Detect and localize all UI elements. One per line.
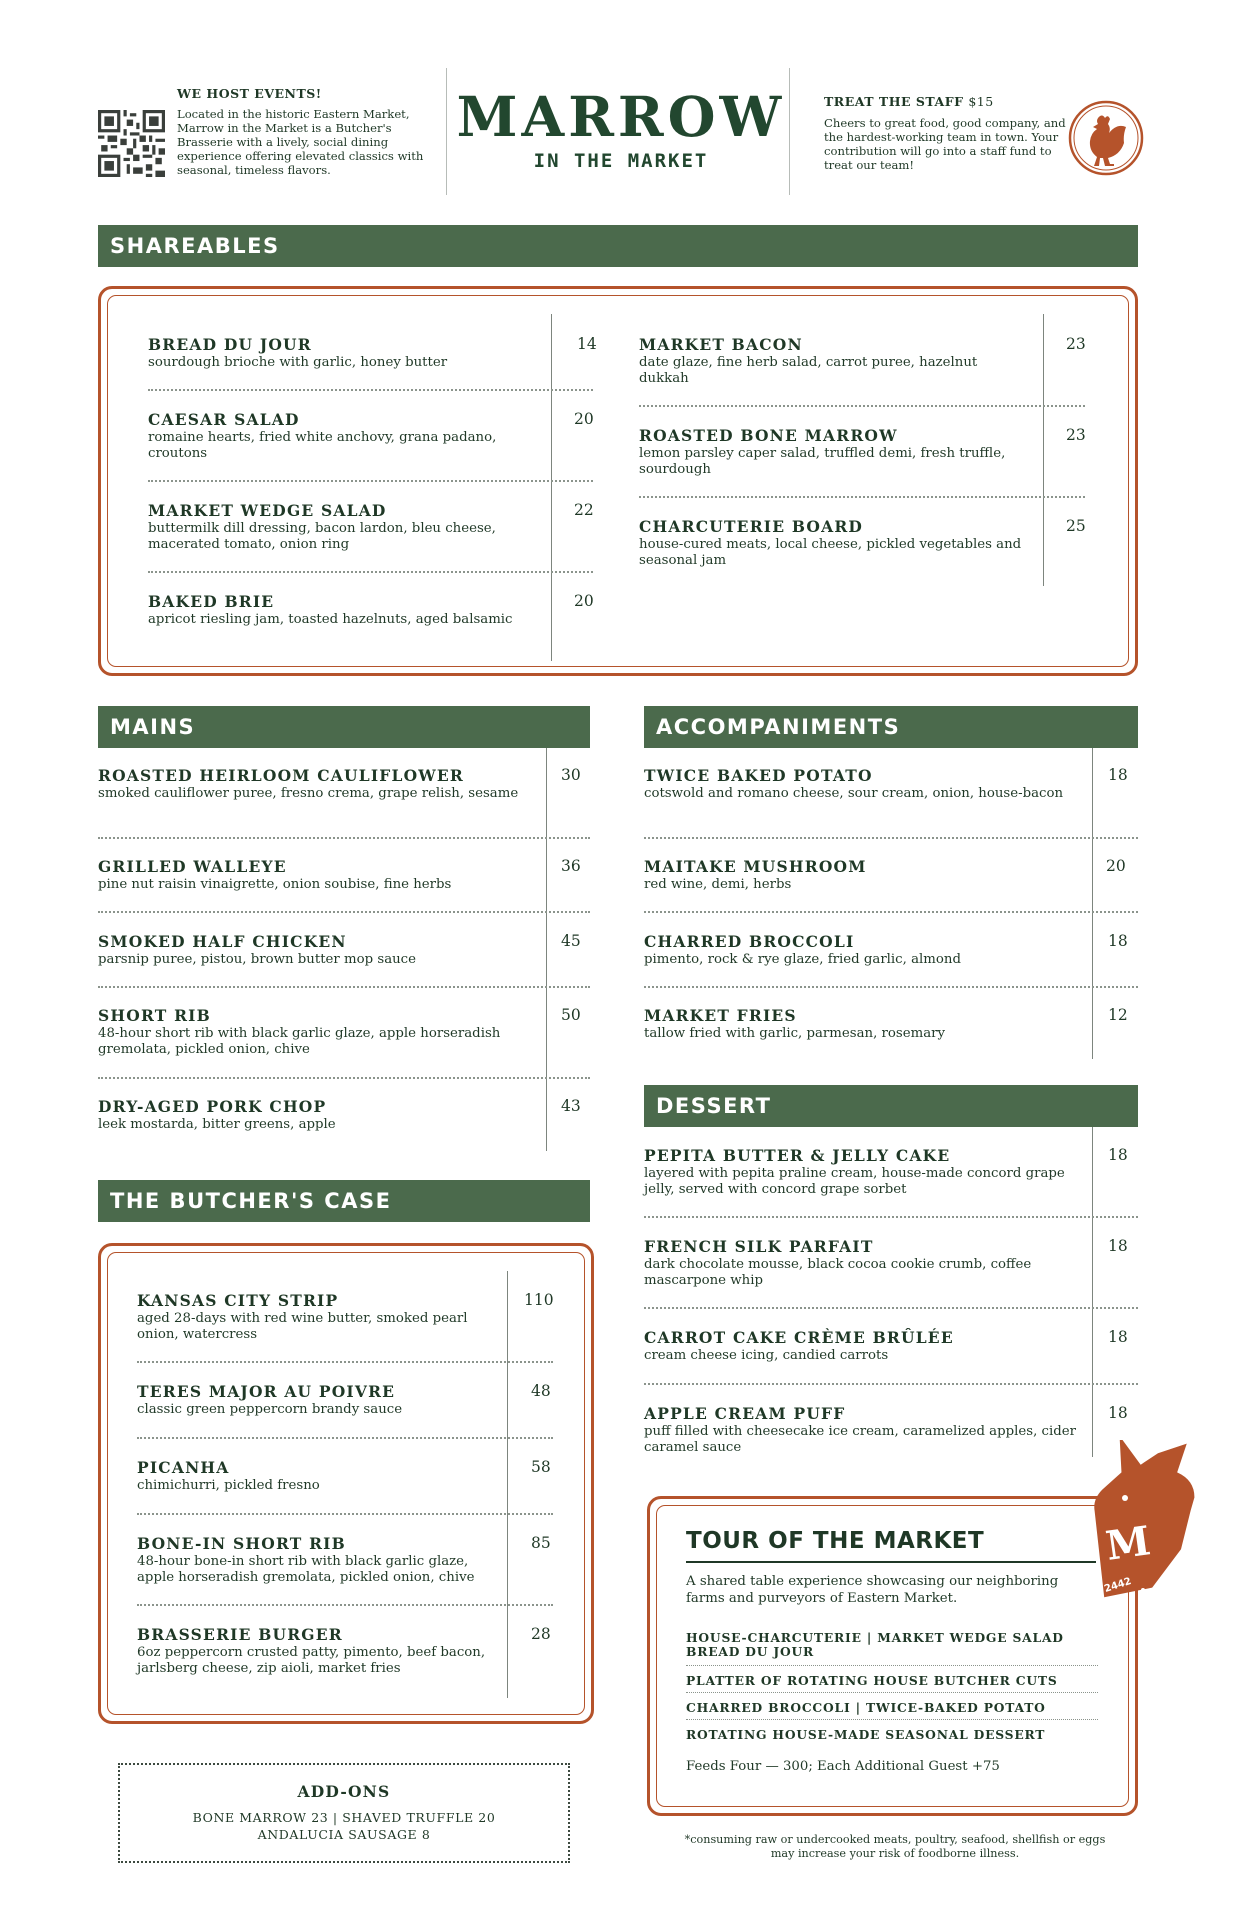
menu-item [644,766,1084,802]
item-price: 20 [574,410,594,428]
menu-item [148,592,543,628]
dotted-separator [686,1692,1098,1693]
badge-letter: M [1102,1517,1154,1570]
dotted-separator [644,986,1138,988]
dotted-separator [639,405,1085,407]
dotted-separator [644,1216,1138,1218]
item-desc: parsnip puree, pistou, brown butter mop sauce [98,952,416,967]
item-price: 18 [1108,1328,1128,1346]
item-price: 18 [1108,766,1128,784]
item-price: 18 [1108,1404,1128,1422]
addons-line: ANDALUCIA SAUSAGE 8 [257,1827,431,1842]
dotted-separator [686,1665,1098,1666]
menu-item [644,857,1084,893]
item-price: 18 [1108,1237,1128,1255]
item-desc: sourdough brioche with garlic, honey butter [148,355,448,370]
tour-title: TOUR OF THE MARKET [686,1528,985,1554]
item-name: MARKET BACON [639,335,803,354]
menu-item [148,335,543,371]
item-price: 30 [561,766,581,784]
events-title: WE HOST EVENTS! [177,86,322,101]
menu-item [639,335,1029,386]
item-price: 36 [561,857,581,875]
mains-header: MAINS [98,706,590,748]
footnote: *consuming raw or undercooked meats, poultry, seafood, shellfish or eggs may increase your risk of foodborne illness. [684,1833,1106,1860]
menu-item [98,857,538,893]
dotted-separator [148,571,593,573]
dotted-separator [644,1383,1138,1385]
dotted-separator [686,1719,1098,1720]
dotted-separator [644,837,1138,839]
menu-item [148,410,543,461]
dotted-separator [98,1077,590,1079]
item-desc: leek mostarda, bitter greens, apple [98,1117,336,1132]
menu-item [98,1097,538,1133]
item-desc: red wine, demi, herbs [644,877,792,892]
item-name: APPLE CREAM PUFF [644,1404,846,1423]
item-name: BAKED BRIE [148,592,275,611]
item-name: TWICE BAKED POTATO [644,766,873,785]
column-divider [551,314,552,661]
item-desc: buttermilk dill dressing, bacon lardon, bleu cheese, macerated tomato, onion ring [148,521,496,552]
item-desc: cream cheese icing, candied carrots [644,1348,889,1363]
staff-price: $15 [968,94,994,109]
item-desc: date glaze, fine herb salad, carrot puree, hazelnut dukkah [639,355,978,386]
item-name: TERES MAJOR AU POIVRE [137,1382,396,1401]
item-price: 110 [524,1291,554,1309]
dotted-separator [148,389,593,391]
item-name: FRENCH SILK PARFAIT [644,1237,874,1256]
item-desc: 48-hour bone-in short rib with black garlic glaze, apple horseradish gremolata, pickled onion, chive [137,1554,475,1585]
brand-name: MARROW [456,84,786,149]
item-desc: pine nut raisin vinaigrette, onion soubise, fine herbs [98,877,452,892]
menu-item [644,1006,1084,1042]
menu-item [644,1146,1084,1197]
dotted-separator [644,1307,1138,1309]
badge-number: 2442 [1102,1575,1133,1596]
item-price: 28 [531,1625,551,1643]
item-name: MARKET WEDGE SALAD [148,501,387,520]
item-price: 14 [577,335,597,353]
rooster-icon [1068,100,1144,176]
dotted-separator [137,1604,553,1606]
item-name: GRILLED WALLEYE [98,857,287,876]
menu-item [137,1382,499,1418]
dotted-separator [639,496,1085,498]
tour-course: BREAD DU JOUR [686,1644,815,1659]
column-divider [1092,1127,1093,1457]
tour-description: A shared table experience showcasing our neighboring farms and purveyors of Eastern Market. [686,1574,1059,1606]
dotted-separator [98,837,590,839]
menu-item [644,1328,1084,1364]
item-name: BRASSERIE BURGER [137,1625,343,1644]
item-price: 45 [561,932,581,950]
staff-text: Cheers to great food, good company, and the hardest-working team in town. Your contribution will go into a staff fund to treat our team! [824,116,1066,172]
item-price: 50 [561,1006,581,1024]
item-name: CAESAR SALAD [148,410,300,429]
item-name: PEPITA BUTTER & JELLY CAKE [644,1146,951,1165]
item-name: SMOKED HALF CHICKEN [98,932,347,951]
item-desc: layered with pepita praline cream, house-made concord grape jelly, served with concord grape sorbet [644,1166,1065,1197]
tour-course: ROTATING HOUSE-MADE SEASONAL DESSERT [686,1727,1046,1742]
column-divider [1092,748,1093,1059]
item-desc: aged 28-days with red wine butter, smoked pearl onion, watercress [137,1311,468,1342]
addons-title: ADD-ONS [297,1782,391,1801]
dotted-separator [644,911,1138,913]
dotted-separator [98,986,590,988]
item-price: 20 [574,592,594,610]
menu-item [639,426,1029,477]
qr-code-icon[interactable] [98,110,165,177]
dotted-separator [148,480,593,482]
item-desc: smoked cauliflower puree, fresno crema, grape relish, sesame [98,786,519,801]
item-desc: apricot riesling jam, toasted hazelnuts, aged balsamic [148,612,513,627]
item-name: CARROT CAKE CRÈME BRÛLÉE [644,1328,954,1347]
item-price: 20 [1106,857,1126,875]
item-price: 85 [531,1534,551,1552]
menu-item [137,1534,499,1585]
item-price: 12 [1108,1006,1128,1024]
item-price: 58 [531,1458,551,1476]
column-divider [1043,314,1044,586]
item-desc: 48-hour short rib with black garlic glaze, apple horseradish gremolata, pickled onion, chive [98,1026,501,1057]
item-name: MAITAKE MUSHROOM [644,857,867,876]
item-desc: house-cured meats, local cheese, pickled vegetables and seasonal jam [639,537,1022,568]
menu-item [98,1006,538,1057]
item-price: 23 [1066,426,1086,444]
tour-course: PLATTER OF ROTATING HOUSE BUTCHER CUTS [686,1673,1058,1688]
item-price: 25 [1066,517,1086,535]
dotted-separator [137,1437,553,1439]
item-desc: cotswold and romano cheese, sour cream, onion, house-bacon [644,786,1064,801]
item-name: CHARRED BROCCOLI [644,932,855,951]
tour-price: Feeds Four — 300; Each Additional Guest +75 [686,1759,1000,1774]
item-desc: romaine hearts, fried white anchovy, grana padano, croutons [148,430,497,461]
item-name: ROASTED BONE MARROW [639,426,898,445]
menu-item [644,932,1084,968]
item-name: ROASTED HEIRLOOM CAULIFLOWER [98,766,464,785]
item-name: MARKET FRIES [644,1006,797,1025]
item-name: SHORT RIB [98,1006,211,1025]
menu-item [137,1625,509,1676]
menu-item [644,1404,1084,1455]
item-price: 23 [1066,335,1086,353]
menu-item [137,1458,499,1494]
item-name: DRY-AGED PORK CHOP [98,1097,327,1116]
staff-title: TREAT THE STAFF $15 [824,94,994,109]
item-price: 18 [1108,932,1128,950]
menu-item [98,932,538,968]
item-desc: 6oz peppercorn crusted patty, pimento, beef bacon, jarlsberg cheese, zip aioli, market fries [137,1645,486,1676]
item-desc: dark chocolate mousse, black cocoa cookie crumb, coffee mascarpone whip [644,1257,1032,1288]
item-name: BONE-IN SHORT RIB [137,1534,346,1553]
addons-line: BONE MARROW 23 | SHAVED TRUFFLE 20 [192,1810,496,1825]
item-name: CHARCUTERIE BOARD [639,517,864,536]
brand-subtitle: IN THE MARKET [533,150,709,172]
tour-course: CHARRED BROCCOLI | TWICE-BAKED POTATO [686,1700,1046,1715]
menu-item [639,517,1029,568]
menu-item [98,766,538,802]
tour-underline [686,1561,1096,1563]
item-desc: classic green peppercorn brandy sauce [137,1402,403,1417]
dotted-separator [98,911,590,913]
item-desc: pimento, rock & rye glaze, fried garlic, almond [644,952,961,967]
item-price: 43 [561,1097,581,1115]
item-desc: puff filled with cheesecake ice cream, caramelized apples, cider caramel sauce [644,1424,1076,1455]
accompaniments-header: ACCOMPANIMENTS [644,706,1138,748]
column-divider [546,748,547,1151]
events-text: Located in the historic Eastern Market, Marrow in the Market is a Butcher's Brasserie with a lively, social dining experience offering elevated classics with seasonal, timeless flavors. [177,107,424,177]
item-name: BREAD DU JOUR [148,335,312,354]
item-name: KANSAS CITY STRIP [137,1291,339,1310]
menu-item [137,1291,499,1342]
item-price: 18 [1108,1146,1128,1164]
header-divider-right [789,68,790,195]
dessert-header: DESSERT [644,1085,1138,1127]
menu-item [148,501,543,552]
item-desc: lemon parsley caper salad, truffled demi, fresh truffle, sourdough [639,446,1006,477]
dotted-separator [137,1513,553,1515]
item-desc: tallow fried with garlic, parmesan, rosemary [644,1026,945,1041]
item-desc: chimichurri, pickled fresno [137,1478,320,1493]
shareables-header: SHAREABLES [98,225,1138,267]
tour-course: HOUSE-CHARCUTERIE | MARKET WEDGE SALAD [686,1630,1064,1645]
item-price: 22 [574,501,594,519]
item-name: PICANHA [137,1458,230,1477]
dotted-separator [137,1361,553,1363]
item-price: 48 [531,1382,551,1400]
butchers-case-header: THE BUTCHER'S CASE [98,1180,590,1222]
menu-item [644,1237,1084,1288]
